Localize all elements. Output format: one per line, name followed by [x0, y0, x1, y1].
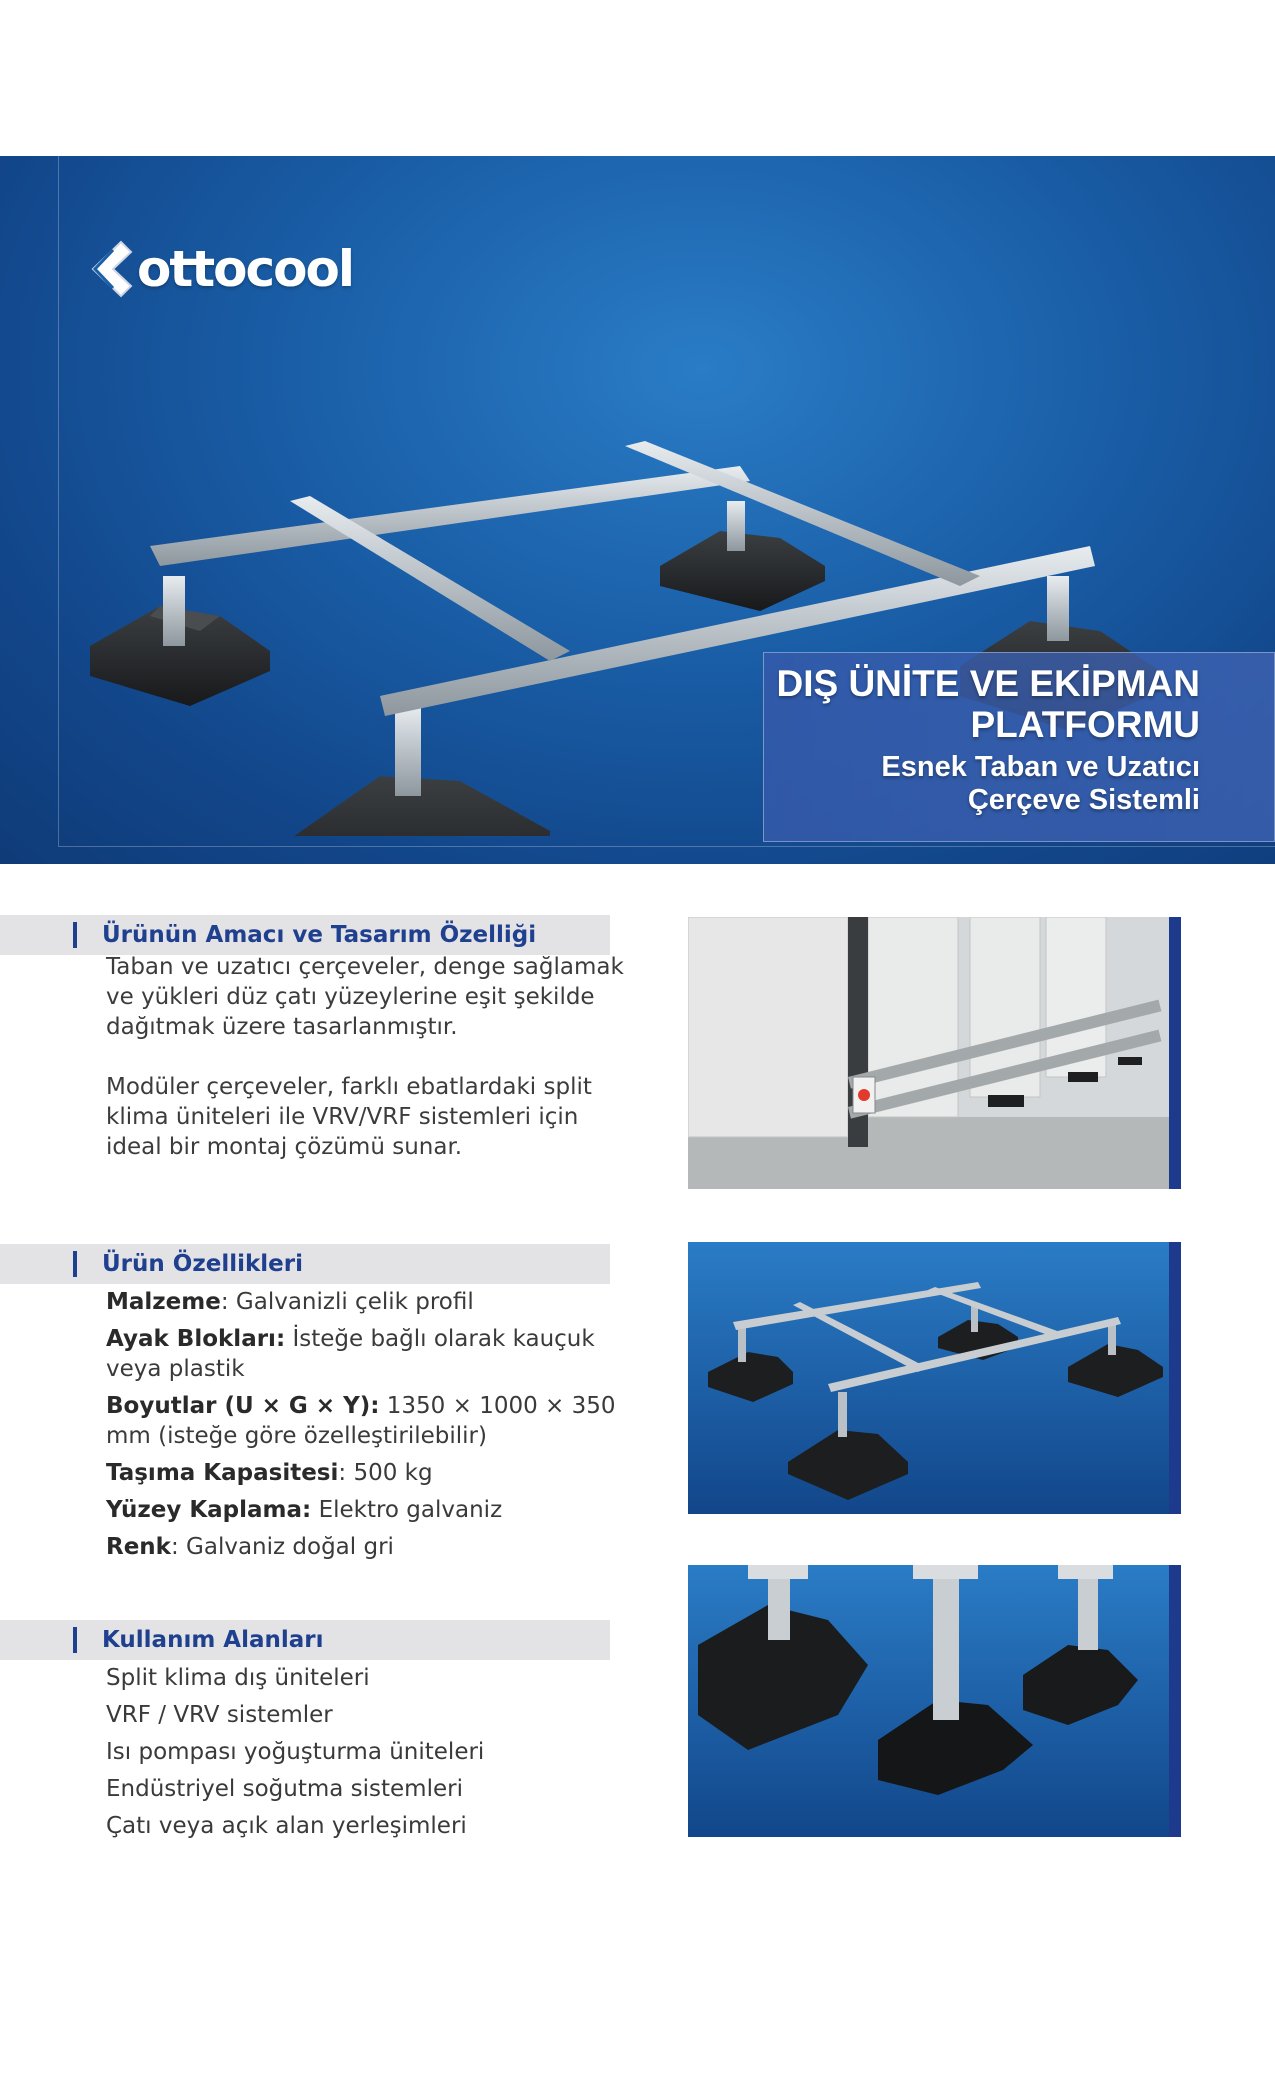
- section-accent-bar: [73, 922, 77, 948]
- hero-subtitle: Esnek Taban ve Uzatıcı Çerçeve Sistemli: [881, 751, 1200, 816]
- section-title: Kullanım Alanları: [102, 1627, 324, 1653]
- section-header-features: [0, 1244, 610, 1284]
- frame-photo: [688, 1242, 1181, 1514]
- feature-row: Yüzey Kaplama: Elektro galvaniz: [106, 1497, 503, 1523]
- frame-rail: [150, 466, 750, 566]
- support-leg: [727, 501, 745, 551]
- features-list: [106, 1287, 626, 1569]
- feature-row: Ayak Blokları: İsteğe bağlı olarak kauçuk veya plastik: [106, 1326, 595, 1382]
- photo-edge-accent: [1169, 917, 1181, 1189]
- support-leg: [163, 576, 185, 646]
- list-item: Isı pompası yoğuşturma üniteleri: [106, 1739, 485, 1765]
- section-title: Ürünün Amacı ve Tasarım Özelliği: [102, 922, 537, 948]
- photo-edge-accent: [1169, 1565, 1181, 1837]
- support-leg: [395, 706, 421, 796]
- hero-title-box: [763, 652, 1275, 842]
- photo-edge-accent: [1169, 1242, 1181, 1514]
- list-item: Çatı veya açık alan yerleşimleri: [106, 1813, 467, 1839]
- section-accent-bar: [73, 1627, 77, 1653]
- support-leg: [1047, 576, 1069, 641]
- section-header-uses: [0, 1620, 610, 1660]
- feature-row: Taşıma Kapasitesi: 500 kg: [106, 1460, 433, 1486]
- hero-banner: [0, 156, 1275, 864]
- feature-row: Malzeme: Galvanizli çelik profil: [106, 1289, 474, 1315]
- section-accent-bar: [73, 1251, 77, 1277]
- list-item: Split klima dış üniteleri: [106, 1665, 370, 1691]
- feature-row: Renk: Galvaniz doğal gri: [106, 1534, 394, 1560]
- installation-photo: [688, 917, 1181, 1189]
- feet-closeup-photo: [688, 1565, 1181, 1837]
- rooftop-units-image: [688, 917, 1181, 1189]
- list-item: VRF / VRV sistemler: [106, 1702, 333, 1728]
- platform-frame-image: [688, 1242, 1181, 1514]
- section-header-purpose: [0, 915, 610, 955]
- purpose-paragraph-2: Modüler çerçeveler, farklı ebatlardaki split klima üniteleri ile VRV/VRF sistemleri için ideal bir montaj çözümü sunar.: [106, 1074, 592, 1160]
- hero-title: DIŞ ÜNİTE VE EKİPMAN PLATFORMU: [776, 663, 1200, 745]
- section-title: Ürün Özellikleri: [102, 1251, 303, 1277]
- feature-row: Boyutlar (U × G × Y): 1350 × 1000 × 350 mm (isteğe göre özelleştirilebilir): [106, 1393, 616, 1449]
- purpose-paragraph-1: Taban ve uzatıcı çerçeveler, denge sağlamak ve yükleri düz çatı yüzeylerine eşit şekilde dağıtmak üzere tasarlanmıştır.: [106, 954, 624, 1040]
- list-item: Endüstriyel soğutma sistemleri: [106, 1776, 463, 1802]
- rubber-feet-image: [688, 1565, 1181, 1837]
- uses-list: [106, 1663, 484, 1848]
- brand-name: ottocool: [137, 240, 353, 298]
